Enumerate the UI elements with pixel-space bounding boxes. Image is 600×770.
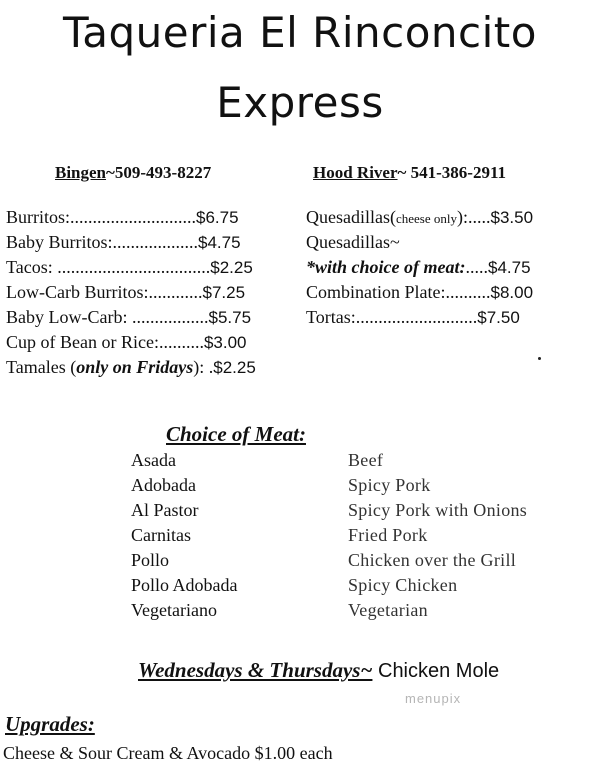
- item-label: Tacos:: [6, 257, 58, 277]
- item-label: Quesadillas~: [306, 232, 400, 252]
- weekly-special: [138, 658, 499, 683]
- item-label-end: ):: [457, 207, 468, 227]
- dot-leader: ............: [148, 282, 203, 302]
- meat-list-spanish: [131, 450, 238, 625]
- menu-item: [6, 307, 302, 332]
- dot-leader: ..........: [445, 282, 491, 302]
- meat-list-english: [348, 450, 527, 625]
- item-note: only on Fridays: [76, 357, 194, 377]
- menu-item: [6, 232, 302, 257]
- watermark: menupix: [405, 691, 462, 706]
- meat-translation: Chicken over the Grill: [348, 550, 517, 570]
- menu-item-tortas: [306, 307, 586, 332]
- meat-translation: Spicy Pork with Onions: [348, 500, 528, 520]
- location-bingen: [55, 163, 211, 183]
- menu-item-quesadillas: [306, 207, 586, 232]
- menu-item-tamales: [6, 357, 302, 382]
- dot-leader: ..................................: [57, 257, 211, 277]
- menu-item: [6, 282, 302, 307]
- meat-translation: Spicy Chicken: [348, 575, 458, 595]
- meat-item: Pollo: [131, 550, 170, 570]
- location-name: Bingen: [55, 163, 107, 182]
- dot-leader: .....: [468, 207, 491, 227]
- restaurant-subtitle: Express: [216, 78, 384, 127]
- item-label: Quesadillas(: [306, 207, 396, 227]
- dot-leader: ...........................: [355, 307, 478, 327]
- dot-leader: ..........: [158, 332, 204, 352]
- item-label: Tortas:: [306, 307, 356, 327]
- item-price: $2.25: [210, 258, 253, 277]
- item-label: Combination Plate:: [306, 282, 446, 302]
- item-label: Baby Burritos:: [6, 232, 113, 252]
- item-note: cheese only: [395, 211, 457, 226]
- dot-leader: ............................: [70, 207, 197, 227]
- item-label: Baby Low-Carb:: [6, 307, 132, 327]
- location-hood-river: [313, 163, 506, 183]
- meat-item: Al Pastor: [131, 500, 199, 520]
- item-price: $3.00: [203, 333, 247, 352]
- menu-item: [6, 332, 302, 357]
- choice-of-meat-heading: Choice of Meat:: [166, 422, 306, 446]
- menu-item-with-meat: [306, 257, 586, 282]
- meat-translation: Beef: [348, 450, 384, 470]
- item-price: $8.00: [490, 283, 534, 302]
- menu-item: [6, 257, 302, 282]
- menu-left-column: [6, 207, 302, 382]
- special-days: Wednesdays & Thursdays~: [138, 658, 373, 682]
- menu-item: [6, 207, 302, 232]
- location-name: Hood River: [313, 163, 398, 182]
- stray-mark: [538, 357, 541, 360]
- item-label: *with choice of meat:: [306, 257, 466, 277]
- menu-item-quesadillas-meat: [306, 232, 586, 257]
- menu-item-combination: [306, 282, 586, 307]
- location-phone: ~509-493-8227: [106, 163, 212, 182]
- item-price: $4.75: [487, 258, 531, 277]
- upgrades-line: Cheese & Sour Cream & Avocado $1.00 each: [3, 743, 333, 763]
- upgrades-heading: Upgrades:: [5, 712, 95, 736]
- meat-item: Carnitas: [131, 525, 191, 545]
- item-price: $6.75: [196, 208, 239, 227]
- item-label: Low-Carb Burritos:: [6, 282, 149, 302]
- meat-item: Pollo Adobada: [131, 575, 238, 595]
- menu-right-column: [306, 207, 586, 332]
- dot-leader: ...................: [112, 232, 198, 252]
- dot-leader: .....: [465, 257, 488, 277]
- item-label: Cup of Bean or Rice:: [6, 332, 159, 352]
- item-price: $5.75: [208, 308, 252, 327]
- meat-item: Asada: [131, 450, 176, 470]
- meat-translation: Fried Pork: [348, 525, 428, 545]
- item-price: $7.50: [477, 308, 520, 327]
- dot-leader: .................: [131, 307, 209, 327]
- item-price: $3.50: [490, 208, 534, 227]
- meat-item: Adobada: [131, 475, 196, 495]
- meat-item: Vegetariano: [131, 600, 217, 620]
- item-price: $2.25: [213, 358, 256, 377]
- meat-translation: Vegetarian: [348, 600, 428, 620]
- item-price: $4.75: [198, 233, 241, 252]
- item-label: Tamales (: [6, 357, 77, 377]
- item-label-end: ): .: [193, 357, 214, 377]
- location-phone: ~ 541-386-2911: [397, 163, 507, 182]
- restaurant-name: Taqueria El Rinconcito: [63, 8, 537, 57]
- item-label: Burritos:: [6, 207, 71, 227]
- special-dish: Chicken Mole: [372, 660, 500, 682]
- item-price: $7.25: [202, 283, 246, 302]
- meat-translation: Spicy Pork: [348, 475, 431, 495]
